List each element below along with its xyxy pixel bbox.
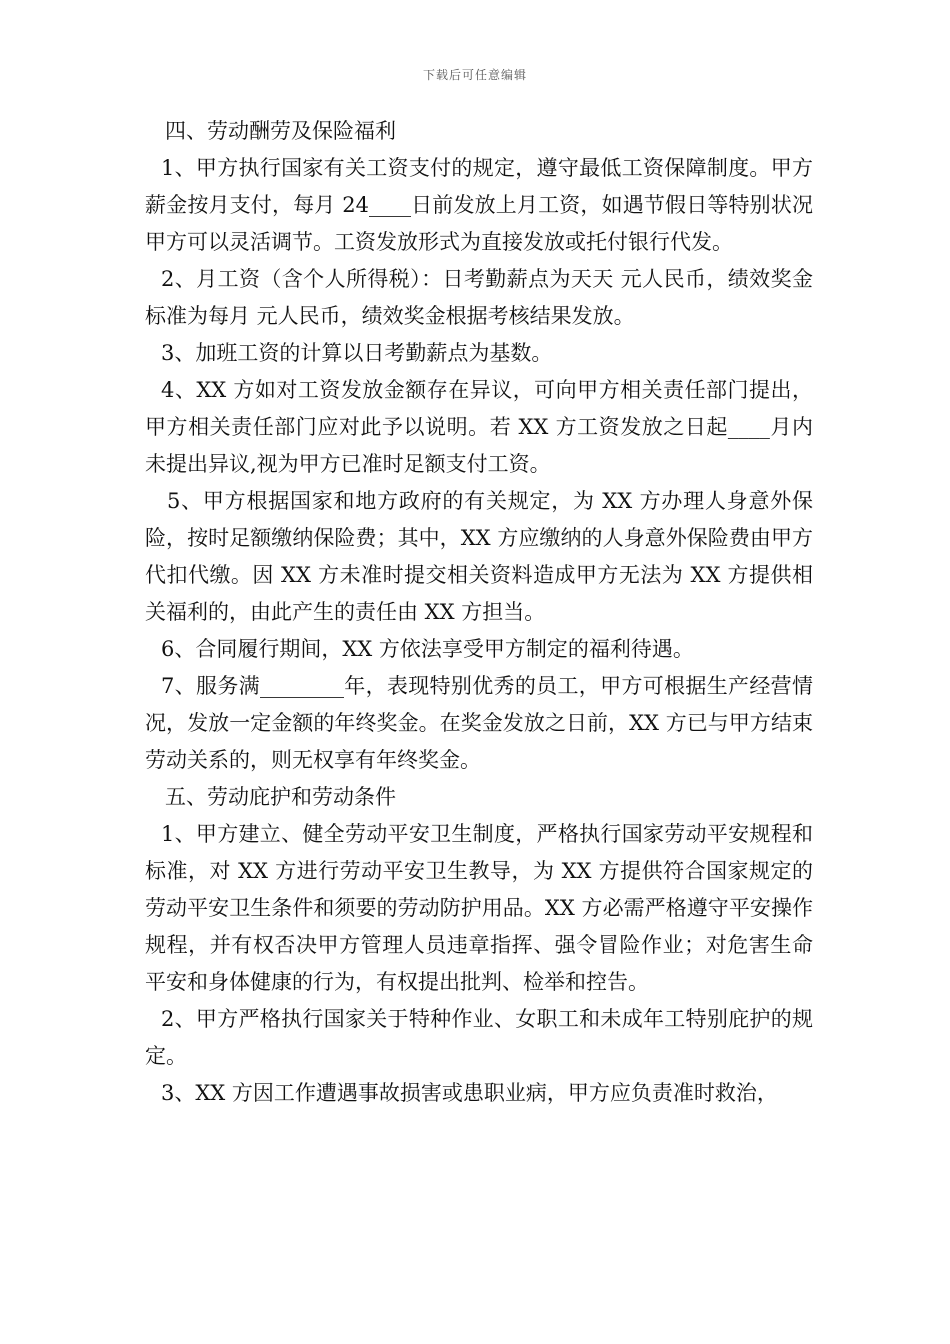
- section-heading-5: 五、劳动庇护和劳动条件: [165, 785, 396, 809]
- page-header-note: 下载后可任意编辑: [422, 68, 527, 82]
- paragraph-4-4: 4、XX 方如对工资发放金额存在异议，可向甲方相关责任部门提出，甲方相关责任部门应对此予以说明。若 XX 方工资发放之日起____月内未提出异议,视为甲方已准时足额支付工资。: [145, 378, 813, 476]
- section-heading-4: 四、劳动酬劳及保险福利: [165, 119, 396, 143]
- paragraph-4-1: 1、甲方执行国家有关工资支付的规定，遵守最低工资保障制度。甲方薪金按月支付，每月 24____日前发放上月工资，如遇节假日等特别状况甲方可以灵活调节。工资发放形式为直接发放或托付银行代发。: [145, 156, 813, 254]
- paragraph-4-6: 6、合同履行期间，XX 方依法享受甲方制定的福利待遇。: [161, 637, 694, 661]
- paragraph-4-2: 2、月工资（含个人所得税）：日考勤薪点为天天 元人民币，绩效奖金标准为每月 元人民币，绩效奖金根据考核结果发放。: [145, 267, 813, 328]
- paragraph-4-7: 7、服务满________年，表现特别优秀的员工，甲方可根据生产经营情况，发放一定金额的年终奖金。在奖金发放之日前，XX 方已与甲方结束劳动关系的，则无权享有年终奖金。: [145, 674, 813, 772]
- paragraph-5-2: 2、甲方严格执行国家关于特种作业、女职工和未成年工特别庇护的规定。: [145, 1007, 813, 1068]
- paragraph-4-3: 3、加班工资的计算以日考勤薪点为基数。: [161, 341, 553, 365]
- document-body: [145, 113, 813, 1112]
- paragraph-5-1: 1、甲方建立、健全劳动平安卫生制度，严格执行国家劳动平安规程和标准，对 XX 方进行劳动平安卫生教导，为 XX 方提供符合国家规定的劳动平安卫生条件和须要的劳动防护用品。XX 方必需严格遵守平安操作规程，并有权否决甲方管理人员违章指挥、强令冒险作业；对危害生命平安和身体健康的行为，有权提出批判、检举和控告。: [145, 822, 813, 994]
- paragraph-4-5: 5、甲方根据国家和地方政府的有关规定，为 XX 方办理人身意外保险，按时足额缴纳保险费；其中，XX 方应缴纳的人身意外保险费由甲方代扣代缴。因 XX 方未准时提交相关资料造成甲方无法为 XX 方提供相关福利的，由此产生的责任由 XX 方担当。: [145, 489, 813, 624]
- paragraph-5-3: 3、XX 方因工作遭遇事故损害或患职业病，甲方应负责准时救治，: [161, 1081, 778, 1105]
